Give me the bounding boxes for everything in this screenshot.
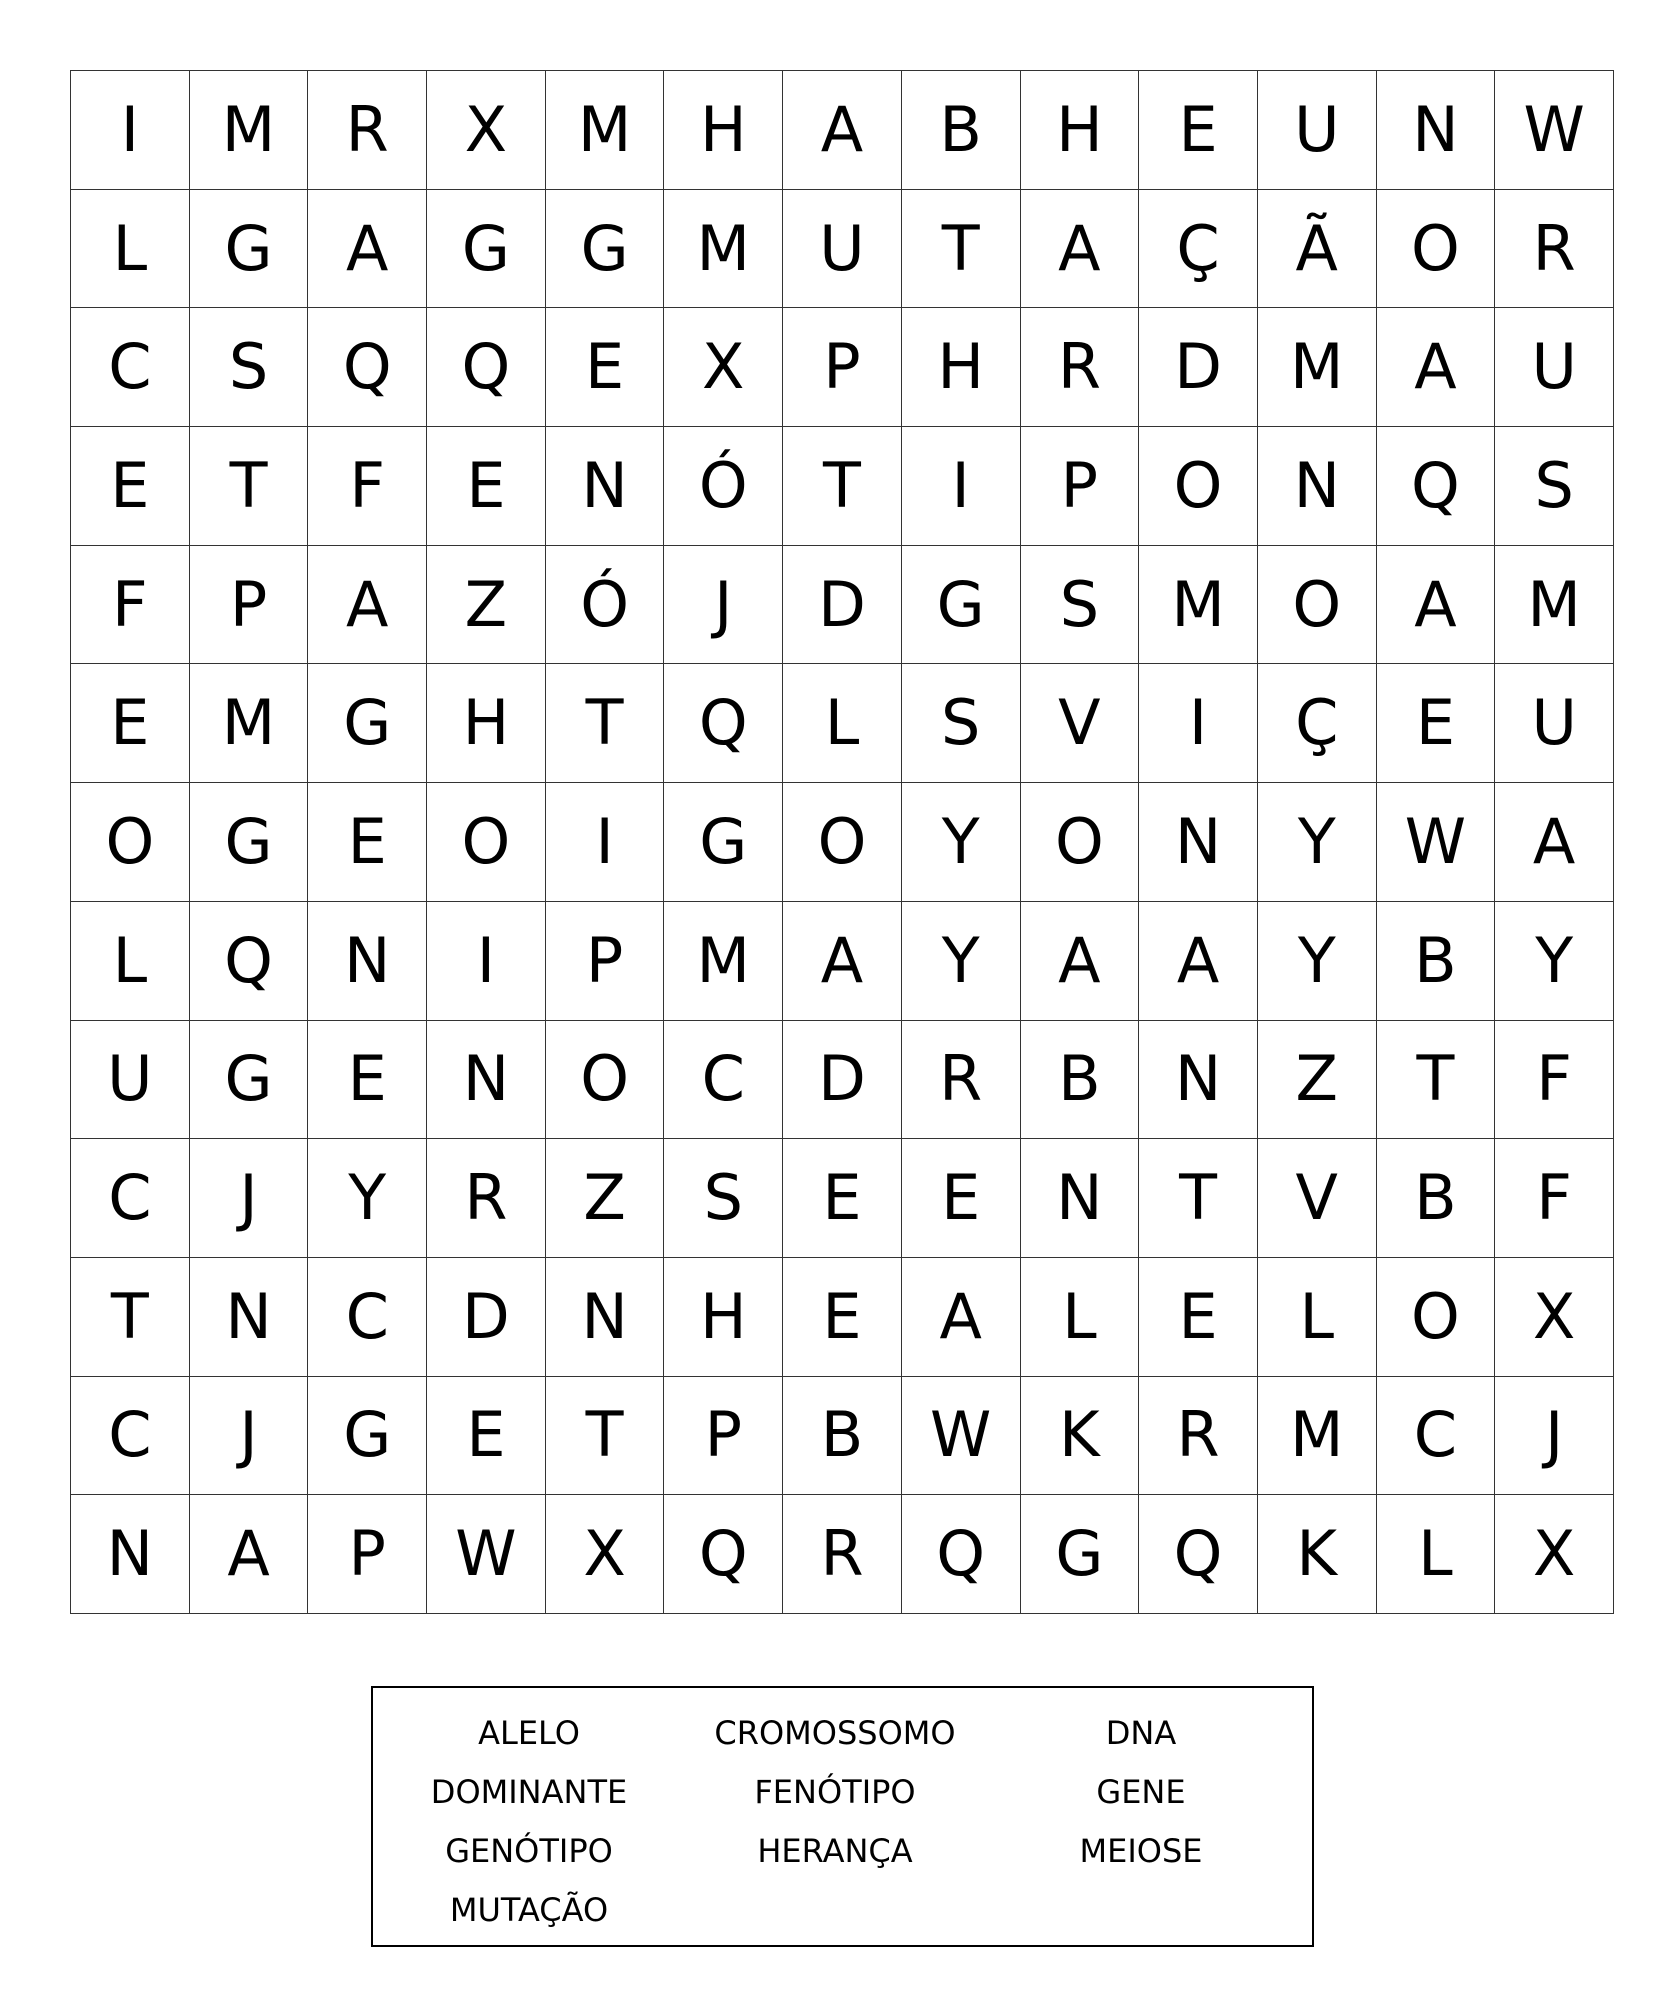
grid-cell[interactable]: Y xyxy=(902,783,1021,902)
grid-cell[interactable]: R xyxy=(902,1021,1021,1140)
grid-cell[interactable]: S xyxy=(1021,546,1140,665)
word-list-item: CROMOSSOMO xyxy=(714,1714,956,1752)
grid-cell[interactable]: O xyxy=(546,1021,665,1140)
grid-cell[interactable]: Y xyxy=(1258,783,1377,902)
grid-cell[interactable]: J xyxy=(664,546,783,665)
grid-cell[interactable]: H xyxy=(664,71,783,190)
grid-cell[interactable]: N xyxy=(1139,783,1258,902)
grid-cell[interactable]: E xyxy=(783,1139,902,1258)
grid-cell[interactable]: Ç xyxy=(1139,190,1258,309)
grid-cell[interactable]: P xyxy=(190,546,309,665)
grid-cell[interactable]: B xyxy=(1377,902,1496,1021)
grid-cell[interactable]: Q xyxy=(902,1495,1021,1614)
grid-cell[interactable]: O xyxy=(783,783,902,902)
word-list-item: HERANÇA xyxy=(757,1832,913,1870)
grid-cell[interactable]: M xyxy=(190,71,309,190)
grid-cell[interactable]: A xyxy=(902,1258,1021,1377)
grid-cell[interactable]: K xyxy=(1021,1377,1140,1496)
grid-cell[interactable]: X xyxy=(546,1495,665,1614)
grid-cell[interactable]: M xyxy=(190,664,309,783)
grid-cell[interactable]: O xyxy=(1377,1258,1496,1377)
letter-grid xyxy=(70,70,1614,1614)
grid-cell[interactable]: N xyxy=(427,1021,546,1140)
word-list-item: GENÓTIPO xyxy=(445,1832,613,1870)
grid-cell[interactable]: Y xyxy=(1495,902,1614,1021)
grid-cell[interactable]: F xyxy=(71,546,190,665)
word-list-item: DNA xyxy=(1105,1714,1177,1752)
grid-cell[interactable]: R xyxy=(783,1495,902,1614)
grid-cell[interactable]: L xyxy=(1377,1495,1496,1614)
grid-cell[interactable]: I xyxy=(1139,664,1258,783)
word-list-item: GENE xyxy=(1096,1773,1186,1811)
grid-cell[interactable]: Ó xyxy=(664,427,783,546)
grid-cell[interactable]: A xyxy=(308,190,427,309)
word-column-2 xyxy=(685,1704,985,1881)
word-column-1 xyxy=(379,1704,679,1940)
grid-cell[interactable]: X xyxy=(664,308,783,427)
grid-cell[interactable]: A xyxy=(1495,783,1614,902)
grid-cell[interactable]: M xyxy=(546,71,665,190)
grid-cell[interactable]: S xyxy=(190,308,309,427)
grid-cell[interactable]: E xyxy=(308,1021,427,1140)
grid-cell[interactable]: M xyxy=(664,190,783,309)
grid-cell[interactable]: E xyxy=(783,1258,902,1377)
grid-cell[interactable]: B xyxy=(1377,1139,1496,1258)
grid-cell[interactable]: Q xyxy=(1139,1495,1258,1614)
grid-cell[interactable]: W xyxy=(1377,783,1496,902)
grid-cell[interactable]: P xyxy=(546,902,665,1021)
grid-cell[interactable]: A xyxy=(1021,190,1140,309)
grid-cell[interactable]: G xyxy=(190,190,309,309)
grid-cell[interactable]: Ó xyxy=(546,546,665,665)
grid-cell[interactable]: R xyxy=(1495,190,1614,309)
grid-cell[interactable]: B xyxy=(1021,1021,1140,1140)
grid-cell[interactable]: Y xyxy=(902,902,1021,1021)
grid-cell[interactable]: T xyxy=(190,427,309,546)
grid-cell[interactable]: T xyxy=(546,664,665,783)
grid-cell[interactable]: M xyxy=(1139,546,1258,665)
grid-cell[interactable]: O xyxy=(427,783,546,902)
grid-cell[interactable]: A xyxy=(1021,902,1140,1021)
grid-cell[interactable]: P xyxy=(664,1377,783,1496)
grid-cell[interactable]: C xyxy=(664,1021,783,1140)
grid-cell[interactable]: R xyxy=(308,71,427,190)
grid-cell[interactable]: Y xyxy=(308,1139,427,1258)
grid-cell[interactable]: Q xyxy=(308,308,427,427)
grid-cell[interactable]: D xyxy=(783,546,902,665)
grid-cell[interactable]: K xyxy=(1258,1495,1377,1614)
grid-cell[interactable]: Z xyxy=(1258,1021,1377,1140)
grid-cell[interactable]: A xyxy=(190,1495,309,1614)
word-column-3 xyxy=(991,1704,1291,1881)
grid-cell[interactable]: M xyxy=(1258,1377,1377,1496)
grid-cell[interactable]: F xyxy=(1495,1021,1614,1140)
grid-cell[interactable]: U xyxy=(1495,664,1614,783)
grid-cell[interactable]: O xyxy=(1021,783,1140,902)
grid-cell[interactable]: Z xyxy=(546,1139,665,1258)
grid-cell[interactable]: H xyxy=(1021,71,1140,190)
grid-cell[interactable]: U xyxy=(71,1021,190,1140)
grid-cell[interactable]: E xyxy=(1139,71,1258,190)
grid-cell[interactable]: C xyxy=(1377,1377,1496,1496)
grid-cell[interactable]: T xyxy=(783,427,902,546)
grid-cell[interactable]: G xyxy=(190,1021,309,1140)
grid-cell[interactable]: Q xyxy=(427,308,546,427)
grid-cell[interactable]: O xyxy=(71,783,190,902)
grid-cell[interactable]: J xyxy=(190,1139,309,1258)
grid-cell[interactable]: C xyxy=(71,1139,190,1258)
grid-cell[interactable]: N xyxy=(71,1495,190,1614)
grid-cell[interactable]: N xyxy=(1139,1021,1258,1140)
grid-cell[interactable]: E xyxy=(902,1139,1021,1258)
grid-cell[interactable]: P xyxy=(783,308,902,427)
grid-cell[interactable]: L xyxy=(71,190,190,309)
grid-cell[interactable]: E xyxy=(1377,664,1496,783)
grid-cell[interactable]: P xyxy=(1021,427,1140,546)
grid-cell[interactable]: G xyxy=(902,546,1021,665)
grid-cell[interactable]: N xyxy=(1258,427,1377,546)
grid-cell[interactable]: T xyxy=(902,190,1021,309)
grid-cell[interactable]: L xyxy=(71,902,190,1021)
grid-cell[interactable]: W xyxy=(1495,71,1614,190)
grid-cell[interactable]: Y xyxy=(1258,902,1377,1021)
grid-cell[interactable]: A xyxy=(783,71,902,190)
grid-cell[interactable]: E xyxy=(308,783,427,902)
grid-cell[interactable]: M xyxy=(1258,308,1377,427)
grid-cell[interactable]: M xyxy=(1495,546,1614,665)
grid-cell[interactable]: Q xyxy=(664,664,783,783)
grid-cell[interactable]: L xyxy=(783,664,902,783)
grid-cell[interactable]: H xyxy=(427,664,546,783)
grid-cell[interactable]: O xyxy=(1139,427,1258,546)
grid-cell[interactable]: H xyxy=(902,308,1021,427)
grid-cell[interactable]: B xyxy=(902,71,1021,190)
grid-cell[interactable]: S xyxy=(902,664,1021,783)
grid-cell[interactable]: Q xyxy=(664,1495,783,1614)
grid-cell[interactable]: U xyxy=(783,190,902,309)
grid-cell[interactable]: X xyxy=(1495,1258,1614,1377)
grid-cell[interactable]: T xyxy=(1139,1139,1258,1258)
grid-cell[interactable]: S xyxy=(1495,427,1614,546)
grid-cell[interactable]: C xyxy=(71,308,190,427)
grid-cell[interactable]: N xyxy=(546,1258,665,1377)
grid-cell[interactable]: A xyxy=(1377,308,1496,427)
grid-cell[interactable]: J xyxy=(190,1377,309,1496)
grid-cell[interactable]: G xyxy=(427,190,546,309)
grid-cell[interactable]: M xyxy=(664,902,783,1021)
grid-cell[interactable]: Q xyxy=(1377,427,1496,546)
grid-cell[interactable]: I xyxy=(71,71,190,190)
grid-cell[interactable]: I xyxy=(546,783,665,902)
grid-cell[interactable]: A xyxy=(1377,546,1496,665)
grid-cell[interactable]: C xyxy=(308,1258,427,1377)
grid-cell[interactable]: H xyxy=(664,1258,783,1377)
grid-cell[interactable]: O xyxy=(1258,546,1377,665)
grid-cell[interactable]: R xyxy=(427,1139,546,1258)
grid-cell[interactable]: V xyxy=(1021,664,1140,783)
grid-cell[interactable]: E xyxy=(427,427,546,546)
word-list-item: MUTAÇÃO xyxy=(449,1891,609,1929)
grid-cell[interactable]: F xyxy=(1495,1139,1614,1258)
grid-cell[interactable]: L xyxy=(1258,1258,1377,1377)
grid-cell[interactable]: N xyxy=(190,1258,309,1377)
grid-cell[interactable]: D xyxy=(783,1021,902,1140)
grid-cell[interactable]: D xyxy=(427,1258,546,1377)
grid-cell[interactable]: G xyxy=(546,190,665,309)
grid-cell[interactable]: Ã xyxy=(1258,190,1377,309)
grid-cell[interactable]: T xyxy=(71,1258,190,1377)
grid-cell[interactable]: G xyxy=(190,783,309,902)
grid-cell[interactable]: Z xyxy=(427,546,546,665)
word-list-item: DOMINANTE xyxy=(430,1773,628,1811)
word-list-item: FENÓTIPO xyxy=(754,1773,916,1811)
grid-cell[interactable]: U xyxy=(1258,71,1377,190)
grid-cell[interactable]: T xyxy=(546,1377,665,1496)
word-list-item: ALELO xyxy=(478,1714,580,1752)
grid-cell[interactable]: N xyxy=(1021,1139,1140,1258)
grid-cell[interactable]: A xyxy=(783,902,902,1021)
grid-cell[interactable]: N xyxy=(308,902,427,1021)
grid-cell[interactable]: I xyxy=(427,902,546,1021)
grid-cell[interactable]: T xyxy=(1377,1021,1496,1140)
grid-cell[interactable]: G xyxy=(664,783,783,902)
word-list xyxy=(371,1686,1314,1947)
grid-cell[interactable]: X xyxy=(427,71,546,190)
grid-cell[interactable]: E xyxy=(71,664,190,783)
grid-cell[interactable]: E xyxy=(1139,1258,1258,1377)
grid-cell[interactable]: J xyxy=(1495,1377,1614,1496)
grid-cell[interactable]: E xyxy=(427,1377,546,1496)
grid-cell[interactable]: G xyxy=(308,664,427,783)
grid-cell[interactable]: G xyxy=(308,1377,427,1496)
grid-cell[interactable]: W xyxy=(902,1377,1021,1496)
grid-cell[interactable]: W xyxy=(427,1495,546,1614)
grid-cell[interactable]: Ç xyxy=(1258,664,1377,783)
grid-cell[interactable]: U xyxy=(1495,308,1614,427)
grid-cell[interactable]: O xyxy=(1377,190,1496,309)
grid-cell[interactable]: V xyxy=(1258,1139,1377,1258)
grid-cell[interactable]: R xyxy=(1021,308,1140,427)
grid-cell[interactable]: I xyxy=(902,427,1021,546)
grid-cell[interactable]: P xyxy=(308,1495,427,1614)
grid-cell[interactable]: G xyxy=(1021,1495,1140,1614)
grid-cell[interactable]: B xyxy=(783,1377,902,1496)
grid-cell[interactable]: S xyxy=(664,1139,783,1258)
grid-cell[interactable]: N xyxy=(1377,71,1496,190)
grid-cell[interactable]: A xyxy=(308,546,427,665)
grid-cell[interactable]: X xyxy=(1495,1495,1614,1614)
grid-cell[interactable]: N xyxy=(546,427,665,546)
grid-cell[interactable]: C xyxy=(71,1377,190,1496)
grid-cell[interactable]: E xyxy=(546,308,665,427)
grid-cell[interactable]: F xyxy=(308,427,427,546)
grid-cell[interactable]: L xyxy=(1021,1258,1140,1377)
grid-cell[interactable]: E xyxy=(71,427,190,546)
grid-cell[interactable]: A xyxy=(1139,902,1258,1021)
grid-cell[interactable]: R xyxy=(1139,1377,1258,1496)
grid-cell[interactable]: D xyxy=(1139,308,1258,427)
grid-cell[interactable]: Q xyxy=(190,902,309,1021)
word-list-item: MEIOSE xyxy=(1079,1832,1203,1870)
